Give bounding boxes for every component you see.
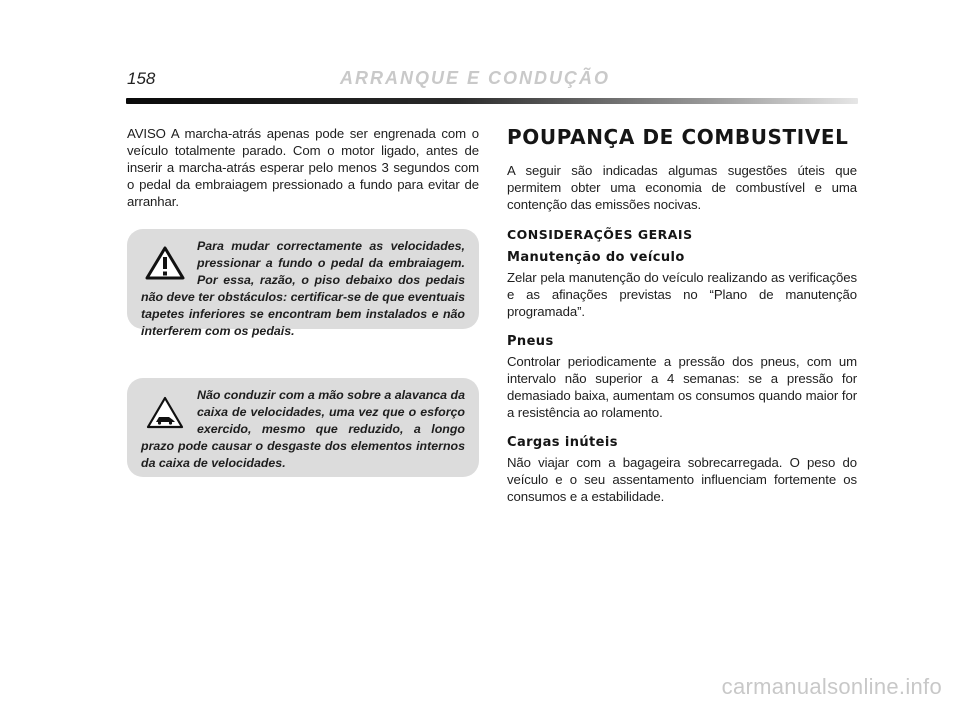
page-number: 158: [127, 69, 156, 88]
item-heading: Cargas inúteis: [507, 435, 618, 450]
warning-text-pedals: Para mudar correctamente as velocidades, pressionar a fundo o pedal da embraiagem. Por essa, razão, o piso debaixo dos pedais não deve ter obstáculos: certificar-se de que eventuais tapetes inferiores se encontram bem instalados e não interferem com os pedais.: [141, 239, 465, 338]
left-column: [127, 125, 479, 210]
item-paragraph: Não viajar com a bagageira sobrecarregada. O peso do veículo e o seu assentamento influenciam fortemente os consumos e a estabilidade.: [507, 455, 857, 504]
warning-text-gear-lever: Não conduzir com a mão sobre a alavanca da caixa de velocidades, uma vez que o esforço exercido, mesmo que reduzido, a longo prazo pode causar o desgaste dos elementos internos da caixa de velocidades.: [141, 388, 465, 470]
notice-paragraph: AVISO A marcha-atrás apenas pode ser engrenada com o veículo totalmente parado. Com o motor ligado, antes de inserir a marcha-atrás esperar pelo menos 3 segundos com o pedal da embraiagem pressionado a fundo para evitar de arranhar.: [127, 126, 479, 209]
caution-triangle-icon: [145, 395, 185, 429]
item-paragraph: Zelar pela manutenção do veículo realizando as verificações e as afinações previstas no “Plano de manutenção programada”.: [507, 270, 857, 319]
item-heading: Manutenção do veículo: [507, 250, 685, 265]
section-title: POUPANÇA DE COMBUSTIVEL: [507, 125, 849, 149]
warning-triangle-icon: [145, 246, 185, 280]
header-rule: [126, 98, 858, 104]
warning-box-gear-lever: [127, 378, 479, 477]
right-column: [507, 125, 857, 505]
subsection-title: CONSIDERAÇÕES GERAIS: [507, 227, 693, 242]
item-heading: Pneus: [507, 334, 554, 349]
intro-paragraph: A seguir são indicadas algumas sugestões úteis que permitem obter uma economia de combustível e uma contenção das emissões nocivas.: [507, 163, 857, 212]
watermark: carmanualsonline.info: [721, 674, 942, 699]
warning-box-pedals: [127, 229, 479, 338]
item-paragraph: Controlar periodicamente a pressão dos pneus, com um intervalo não superior a 4 semanas: se a pressão for demasiado baixa, aumentam os consumos quando maior for a resistência ao rolamento.: [507, 354, 857, 420]
running-header: ARRANQUE E CONDUÇÃO: [340, 68, 611, 88]
